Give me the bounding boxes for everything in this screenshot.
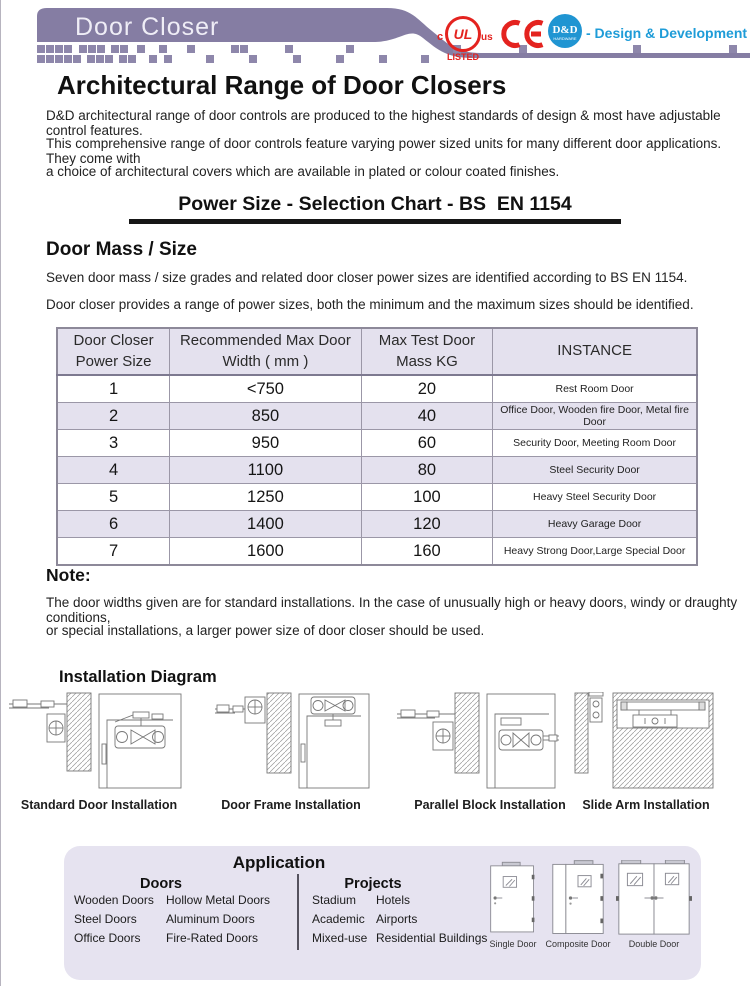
svg-text:us: us (481, 32, 493, 43)
application-heading: Application (232, 853, 326, 872)
door-item: Aluminum Doors (166, 912, 255, 926)
col-header-width: Recommended Max Door Width ( mm ) (170, 328, 362, 375)
cell-mass: 60 (361, 430, 493, 457)
table-header-row (57, 328, 697, 375)
chart-underline (129, 219, 621, 224)
door-mass-heading: Door Mass / Size (46, 239, 197, 260)
table-row (57, 457, 697, 484)
door-item: Hollow Metal Doors (166, 893, 271, 907)
svg-text:UL: UL (453, 26, 473, 42)
cell-instance: Steel Security Door (493, 457, 697, 484)
cell-width: 1250 (170, 484, 362, 511)
intro-line: a choice of architectural covers which are available in plated or colour coated finishes. (46, 164, 560, 179)
table-row (57, 484, 697, 511)
diagram-label: Parallel Block Installation (414, 798, 566, 812)
project-item: Hotels (376, 893, 411, 907)
single-door-icon (488, 860, 538, 936)
double-door-icon (614, 860, 694, 936)
note-line: or special installations, a larger power size of door closer should be used. (46, 623, 485, 638)
door-type-label: Double Door (628, 939, 680, 949)
svg-text:c: c (437, 31, 444, 43)
power-size-table (56, 327, 698, 566)
note-line: The door widths given are for standard installations. In the case of unusually high or heavy doors, windy or draughty conditions, (46, 595, 738, 625)
cell-instance: Heavy Steel Security Door (493, 484, 697, 511)
slide-arm-installation-diagram (569, 692, 715, 792)
diagram-label: Door Frame Installation (221, 798, 361, 812)
page-title: Architectural Range of Door Closers (57, 70, 507, 100)
cell-instance: Heavy Strong Door,Large Special Door (493, 538, 697, 566)
note-heading: Note: (46, 565, 91, 585)
cell-width: 1600 (170, 538, 362, 566)
door-mass-line: Seven door mass / size grades and related door closer power sizes are identified according to BS EN 1154. (46, 270, 688, 285)
project-item: Airports (376, 912, 418, 926)
project-item: Mixed-use (312, 931, 368, 945)
intro-line: D&D architectural range of door controls are produced to the highest standards of design & most have adjustable control features. (46, 108, 721, 138)
dd-tagline: - Design & Development (586, 25, 748, 41)
cell-power: 3 (57, 430, 170, 457)
table-row (57, 538, 697, 566)
door-frame-installation-diagram (215, 692, 371, 792)
installation-heading: Installation Diagram (59, 668, 217, 686)
divider (297, 874, 299, 950)
svg-text:HARDWARE: HARDWARE (553, 36, 577, 41)
cell-power: 6 (57, 511, 170, 538)
selection-chart-banner (129, 193, 621, 224)
cell-power: 5 (57, 484, 170, 511)
col-header-power: Door Closer Power Size (57, 328, 170, 375)
col-header-instance: INSTANCE (493, 328, 697, 375)
cell-power: 7 (57, 538, 170, 566)
door-item: Office Doors (74, 931, 141, 945)
cell-instance: Security Door, Meeting Room Door (493, 430, 697, 457)
parallel-block-installation-diagram (397, 692, 559, 792)
cell-instance: Office Door, Wooden fire Door, Metal fire Door (493, 403, 697, 430)
cell-width: 850 (170, 403, 362, 430)
cell-instance: Rest Room Door (493, 375, 697, 403)
svg-text:LISTED: LISTED (446, 52, 480, 62)
doors-heading: Doors (140, 876, 182, 892)
table-row (57, 403, 697, 430)
cell-mass: 120 (361, 511, 493, 538)
table-row (57, 511, 697, 538)
door-mass-line: Door closer provides a range of power sizes, both the minimum and the maximum sizes should be identified. (46, 297, 694, 312)
cell-mass: 160 (361, 538, 493, 566)
cell-width: 950 (170, 430, 362, 457)
project-item: Residential Buildings (376, 931, 488, 945)
door-type-label: Composite Door (545, 939, 611, 949)
cell-mass: 40 (361, 403, 493, 430)
cell-width: <750 (170, 375, 362, 403)
cell-power: 1 (57, 375, 170, 403)
project-item: Stadium (312, 893, 357, 907)
svg-text:D&D: D&D (552, 24, 578, 36)
door-item: Fire-Rated Doors (166, 931, 259, 945)
ce-mark-icon (498, 19, 544, 49)
projects-heading: Projects (344, 876, 402, 892)
diagram-label: Standard Door Installation (20, 798, 178, 812)
cell-mass: 20 (361, 375, 493, 403)
diagram-label: Slide Arm Installation (582, 798, 710, 812)
col-header-mass: Max Test Door Mass KG (361, 328, 493, 375)
cell-instance: Heavy Garage Door (493, 511, 697, 538)
project-item: Academic (312, 912, 365, 926)
page-title-banner: Door Closer (75, 13, 220, 41)
application-panel (64, 846, 701, 980)
cell-mass: 100 (361, 484, 493, 511)
cell-power: 4 (57, 457, 170, 484)
cell-mass: 80 (361, 457, 493, 484)
door-item: Steel Doors (74, 912, 137, 926)
table-row (57, 430, 697, 457)
door-type-label: Single Door (489, 939, 537, 949)
ul-listed-logo-icon (431, 12, 495, 62)
composite-door-icon (550, 860, 606, 936)
cell-width: 1100 (170, 457, 362, 484)
door-item: Wooden Doors (74, 893, 154, 907)
selection-chart-title: Power Size - Selection Chart - BS EN 1154 (178, 193, 572, 215)
cell-width: 1400 (170, 511, 362, 538)
table-row (57, 375, 697, 403)
dd-hardware-logo (546, 11, 584, 53)
intro-line: This comprehensive range of door controls feature varying power sized units for many different door applications. They come with (46, 136, 722, 166)
cell-power: 2 (57, 403, 170, 430)
standard-door-installation-diagram (7, 692, 183, 792)
